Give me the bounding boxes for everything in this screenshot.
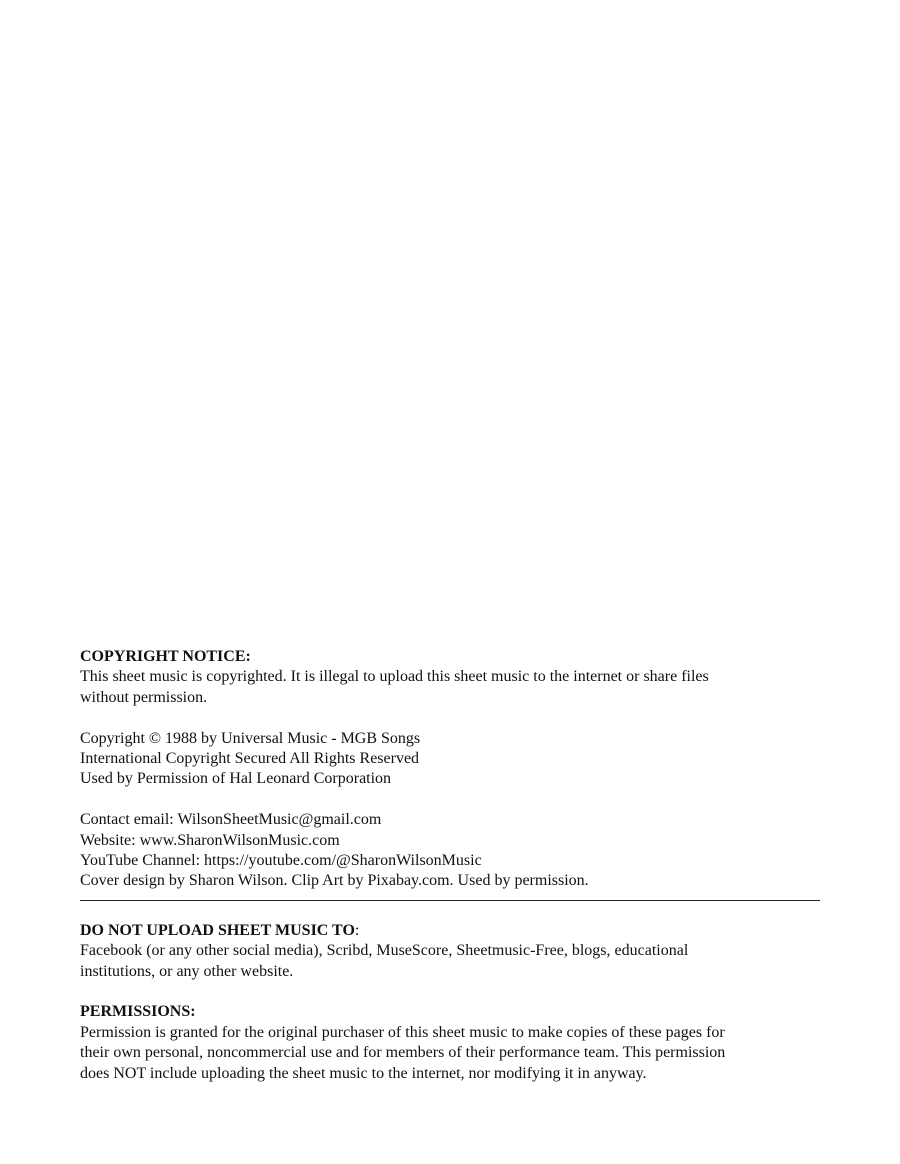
do-not-upload-heading: DO NOT UPLOAD SHEET MUSIC TO — [80, 921, 355, 939]
copyright-page-content — [80, 647, 820, 1084]
do-not-upload-heading-line — [80, 921, 820, 941]
do-not-upload-text-line: Facebook (or any other social media), Scribd, MuseScore, Sheetmusic-Free, blogs, educational — [80, 942, 689, 960]
permissions-heading: PERMISSIONS: — [80, 1003, 196, 1021]
copyright-notice-heading: COPYRIGHT NOTICE: — [80, 648, 251, 665]
copyright-notice-text-line: without permission. — [80, 688, 208, 706]
permissions-text-line: their own personal, noncommercial use and for members of their performance team. This permission — [80, 1044, 726, 1062]
copyright-notice-section — [80, 647, 820, 708]
contact-youtube: YouTube Channel: https://youtube.com/@SharonWilsonMusic — [80, 852, 482, 870]
contact-email: Contact email: WilsonSheetMusic@gmail.com — [80, 811, 382, 829]
copyright-notice-text-line: This sheet music is copyrighted. It is illegal to upload this sheet music to the internet or share files — [80, 668, 709, 686]
do-not-upload-section — [80, 921, 820, 982]
permission-line: Used by Permission of Hal Leonard Corporation — [80, 770, 392, 788]
permissions-section — [80, 1002, 820, 1084]
copyright-secured-line: International Copyright Secured All Rights Reserved — [80, 750, 420, 768]
contact-website: Website: www.SharonWilsonMusic.com — [80, 831, 340, 849]
spacer — [80, 982, 820, 1002]
cover-credit: Cover design by Sharon Wilson. Clip Art by Pixabay.com. Used by permission. — [80, 872, 589, 890]
spacer — [80, 708, 820, 728]
permissions-text-line: does NOT include uploading the sheet music to the internet, nor modifying it in anyway. — [80, 1064, 647, 1082]
do-not-upload-text-line: institutions, or any other website. — [80, 962, 294, 980]
section-divider — [80, 900, 820, 901]
copyright-line: Copyright © 1988 by Universal Music - MGB Songs — [80, 729, 421, 747]
copyright-info-section — [80, 729, 820, 790]
contact-section — [80, 810, 820, 892]
spacer — [80, 790, 820, 810]
permissions-text-line: Permission is granted for the original purchaser of this sheet music to make copies of these pages for — [80, 1023, 725, 1041]
do-not-upload-colon: : — [354, 921, 360, 939]
